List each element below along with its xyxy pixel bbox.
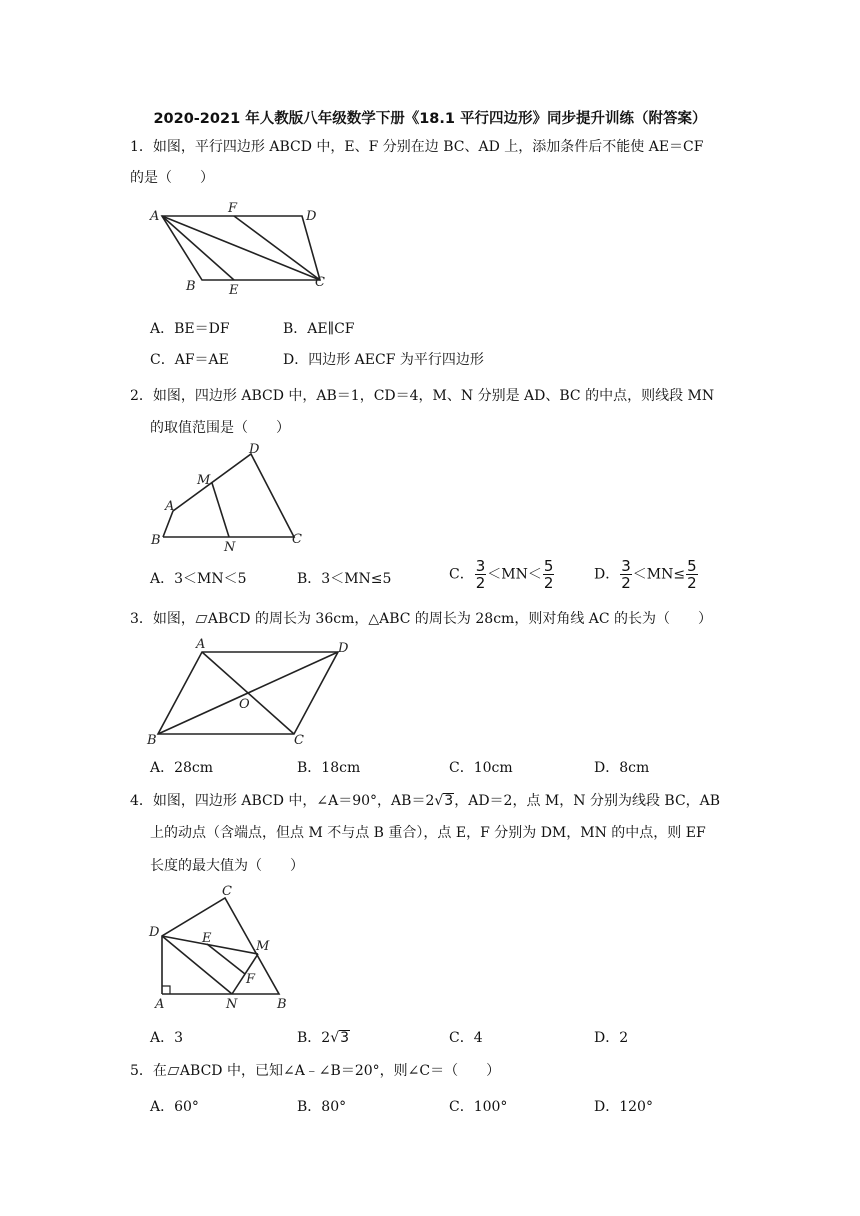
q4-label-b: B	[277, 997, 287, 1012]
q4-label-e: E	[202, 931, 212, 946]
q3-option-a: A．28cm	[150, 760, 214, 776]
q4-option-b: B．2√3	[297, 1030, 350, 1046]
q2-label-n: N	[224, 540, 236, 555]
q2-d-frac-left: $\frac{3}{2}$	[621, 557, 631, 592]
q2-stem-line1: 2．如图，四边形 ABCD 中，AB＝1，CD＝4，M、N 分别是 AD、BC 的中点，则线段 MN	[130, 388, 715, 404]
q2-option-a: A．3＜MN＜5	[150, 571, 247, 587]
q1-segment-ae	[162, 216, 234, 280]
q2-option-d: D． $\frac{3}{2}$ ＜MN≤ $\frac{5}{2}$	[594, 557, 697, 592]
q1-option-b: B．AE∥CF	[283, 321, 355, 337]
q1-label-a: A	[150, 209, 160, 224]
q1-stem-line1: 1．如图，平行四边形 ABCD 中，E、F 分别在边 BC、AD 上，添加条件后不能使 AE＝CF	[130, 139, 704, 155]
q3-label-b: B	[147, 733, 157, 748]
q1-segment-fc	[234, 216, 320, 280]
q2-segment-mn	[212, 483, 229, 537]
q1-figure	[140, 198, 340, 298]
q3-option-d: D．8cm	[594, 760, 650, 776]
right-angle-icon	[162, 986, 170, 994]
q3-option-b: B．18cm	[297, 760, 361, 776]
q2-figure	[145, 442, 315, 556]
q2-option-b: B．3＜MN≤5	[297, 571, 392, 587]
q1-label-e: E	[229, 283, 239, 298]
q1-stem-line2: 的是（ ）	[130, 170, 214, 186]
sqrt-icon: √	[434, 793, 444, 809]
q2-c-frac-left: $\frac{3}{2}$	[475, 557, 486, 592]
q4-stem-line2: 上的动点（含端点，但点 M 不与点 B 重合），点 E，F 分别为 DM，MN 的中点，则 EF	[150, 825, 706, 841]
q5-option-d: D．120°	[594, 1099, 653, 1115]
q4-figure	[140, 878, 300, 1014]
q5-option-c: C．100°	[449, 1099, 508, 1115]
q3-figure	[140, 634, 360, 748]
q4-label-d: D	[149, 925, 160, 940]
q5-option-b: B．80°	[297, 1099, 347, 1115]
q4-label-c: C	[222, 884, 232, 899]
q3-label-a: A	[196, 637, 206, 652]
q2-label-m: M	[197, 473, 211, 488]
q1-label-d: D	[306, 209, 317, 224]
q2-option-c: C． $\frac{3}{2}$ ＜MN＜ $\frac{5}{2}$	[449, 557, 554, 592]
q3-diagonal-bd	[158, 652, 338, 734]
q4-option-c: C．4	[449, 1030, 483, 1046]
q3-label-d: D	[338, 641, 349, 656]
q3-label-o: O	[239, 697, 250, 712]
q2-stem-line2: 的取值范围是（ ）	[150, 420, 290, 436]
q4-label-m: M	[256, 939, 270, 954]
q2-label-c: C	[292, 532, 302, 547]
q1-label-b: B	[186, 279, 196, 294]
q4-label-f: F	[246, 972, 256, 987]
q3-label-c: C	[294, 733, 304, 748]
q1-option-d: D．四边形 AECF 为平行四边形	[283, 352, 484, 368]
q1-option-a: A．BE＝DF	[150, 321, 230, 337]
q2-label-d: D	[249, 442, 260, 457]
q1-option-c: C．AF＝AE	[150, 352, 229, 368]
q4-label-a: A	[155, 997, 165, 1012]
q4-label-n: N	[226, 997, 238, 1012]
q2-quadrilateral	[163, 454, 294, 537]
q4-option-a: A．3	[150, 1030, 184, 1046]
q5-stem-line1: 5．在 ABCD 中，已知∠A﹣∠B＝20°，则∠C＝（ ）	[130, 1063, 501, 1079]
sqrt-icon: √	[330, 1030, 340, 1046]
q1-diagonal-ac	[162, 216, 320, 280]
q2-label-a: A	[165, 499, 175, 514]
q4-stem-line3: 长度的最大值为（ ）	[150, 858, 304, 874]
q3-stem-line1: 3．如图， ABCD 的周长为 36cm，△ABC 的周长为 28cm，则对角线 AC 的长为（ ）	[130, 611, 713, 627]
page-title: 2020-2021 年人教版八年级数学下册《18.1 平行四边形》同步提升训练（附答案）	[153, 111, 707, 127]
q4-option-d: D．2	[594, 1030, 629, 1046]
q2-d-frac-right: $\frac{5}{2}$	[687, 557, 697, 592]
q4-stem-line1: 4．如图，四边形 ABCD 中，∠A＝90°，AB＝2√3，AD＝2，点 M，N 分别为线段 BC，AB	[130, 793, 721, 809]
q5-option-a: A．60°	[150, 1099, 199, 1115]
q1-label-c: C	[315, 275, 325, 290]
parallelogram-symbol-icon	[195, 615, 207, 623]
q3-option-c: C．10cm	[449, 760, 513, 776]
q2-c-frac-right: $\frac{5}{2}$	[543, 557, 554, 592]
parallelogram-symbol-icon	[167, 1067, 179, 1075]
q2-label-b: B	[151, 533, 161, 548]
q1-label-f: F	[228, 201, 238, 216]
q4-segment-dn	[162, 936, 232, 994]
